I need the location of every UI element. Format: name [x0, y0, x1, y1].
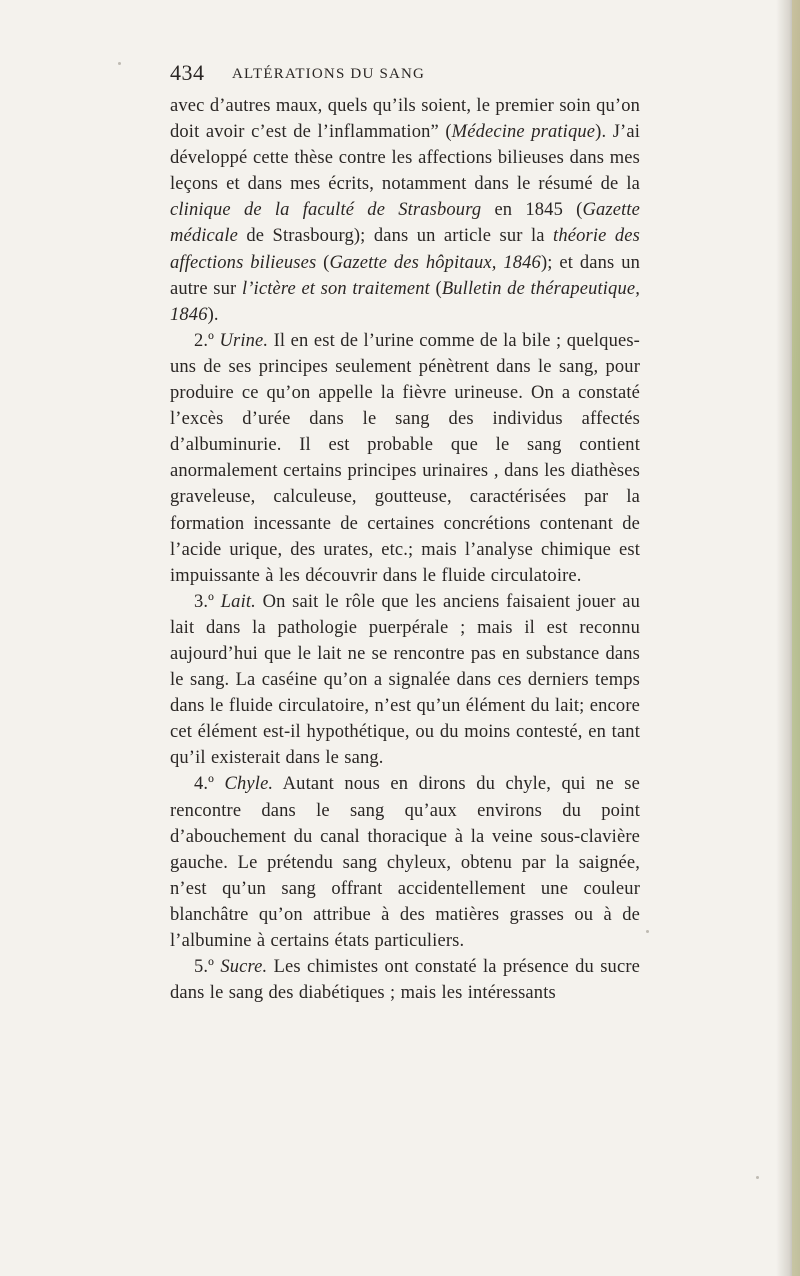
text-run: ( — [429, 278, 442, 299]
page-number: 434 — [170, 60, 205, 85]
body-text — [170, 93, 640, 1006]
section-heading: Sucre. — [220, 957, 268, 978]
ink-speck — [118, 62, 121, 65]
text-run: ). — [207, 304, 219, 325]
paragraph-urine — [170, 328, 640, 589]
binding-edge — [792, 0, 800, 1276]
running-title: ALTÉRATIONS DU SANG — [232, 66, 426, 82]
ink-speck — [756, 1176, 759, 1179]
text-run: ); et dans un autre sur — [170, 252, 640, 299]
text-run: avec d’autres maux, quels qu’ils soient, le premier soin qu’on doit avoir c’est de l’inflammation” ( — [170, 96, 640, 143]
section-number: 3.º — [194, 591, 221, 612]
text-run: de Strasbourg); dans un article sur la — [237, 226, 554, 247]
section-heading: Lait. — [220, 591, 256, 612]
section-text: Il en est de l’urine comme de la bile ; quelques-uns de ses principes seulement pénètrent dans le sang, pour produire ce qu’on appelle la fièvre urineuse. On a constaté l’excès d’urée dans le sang des individus affectés d’albuminurie. Il est probable que le sang contient anormalement certains principes urinaires , dans les diathèses graveleuse, calculeuse, goutteuse, caractérisées par la formation incessante de certaines concrétions contenant de l’acide urique, des urates, etc.; mais l’analyse chimique est impuissante à les découvrir dans le fluide circulatoire. — [170, 330, 640, 586]
section-number: 4.º — [194, 774, 225, 795]
running-head — [170, 60, 630, 90]
citation-title: Bulletin de thérapeutique, 1846 — [170, 278, 640, 325]
ink-speck — [646, 930, 649, 933]
paragraph-lait — [170, 589, 640, 772]
paragraph-1 — [170, 93, 640, 328]
text-run: ( — [316, 252, 330, 273]
section-text: Autant nous en dirons du chyle, qui ne se rencontre dans le sang qu’aux environs du point d’abouchement du canal thoracique à la veine sous-clavière gauche. Le prétendu sang chyleux, obtenu par la saignée, n’est qu’un sang offrant accidentellement une couleur blanchâtre qu’on attribue à des matières grasses ou à de l’albumine à certains états particuliers. — [170, 774, 640, 951]
citation-title: Gazette médicale — [170, 200, 641, 247]
citation-title: clinique de la faculté de Strasbourg — [170, 200, 482, 221]
text-run: en 1845 ( — [481, 200, 583, 221]
citation-title: théorie des affections bilieuses — [170, 226, 640, 273]
text-run: ). J’ai développé cette thèse contre les affections bilieuses dans mes leçons et dans mes écrits, notamment dans le résumé de la — [170, 122, 641, 195]
section-text: On sait le rôle que les anciens faisaient jouer au lait dans la pathologie puerpérale ; mais il est reconnu aujourd’hui que le lait ne se rencontre pas en substance dans le sang. La caséine qu’on a signalée dans ces derniers temps dans le fluide circulatoire, n’est qu’un élément du lait; encore cet élément est-il hypothétique, ou du moins contesté, en tant qu’il existerait dans le sang. — [170, 591, 640, 769]
section-heading: Chyle. — [224, 774, 274, 795]
section-heading: Urine. — [219, 330, 269, 351]
citation-title: Gazette des hôpitaux, 1846 — [329, 252, 541, 273]
citation-title: Médecine pratique — [451, 122, 596, 143]
section-number: 5.º — [194, 957, 221, 978]
citation-title: l’ictère et son traitement — [241, 278, 430, 299]
section-text: Les chimistes ont constaté la présence du sucre dans le sang des diabétiques ; mais les intéressants — [170, 957, 640, 1004]
section-number: 2.º — [194, 330, 220, 351]
paragraph-chyle — [170, 771, 640, 954]
paragraph-sucre — [170, 954, 640, 1006]
